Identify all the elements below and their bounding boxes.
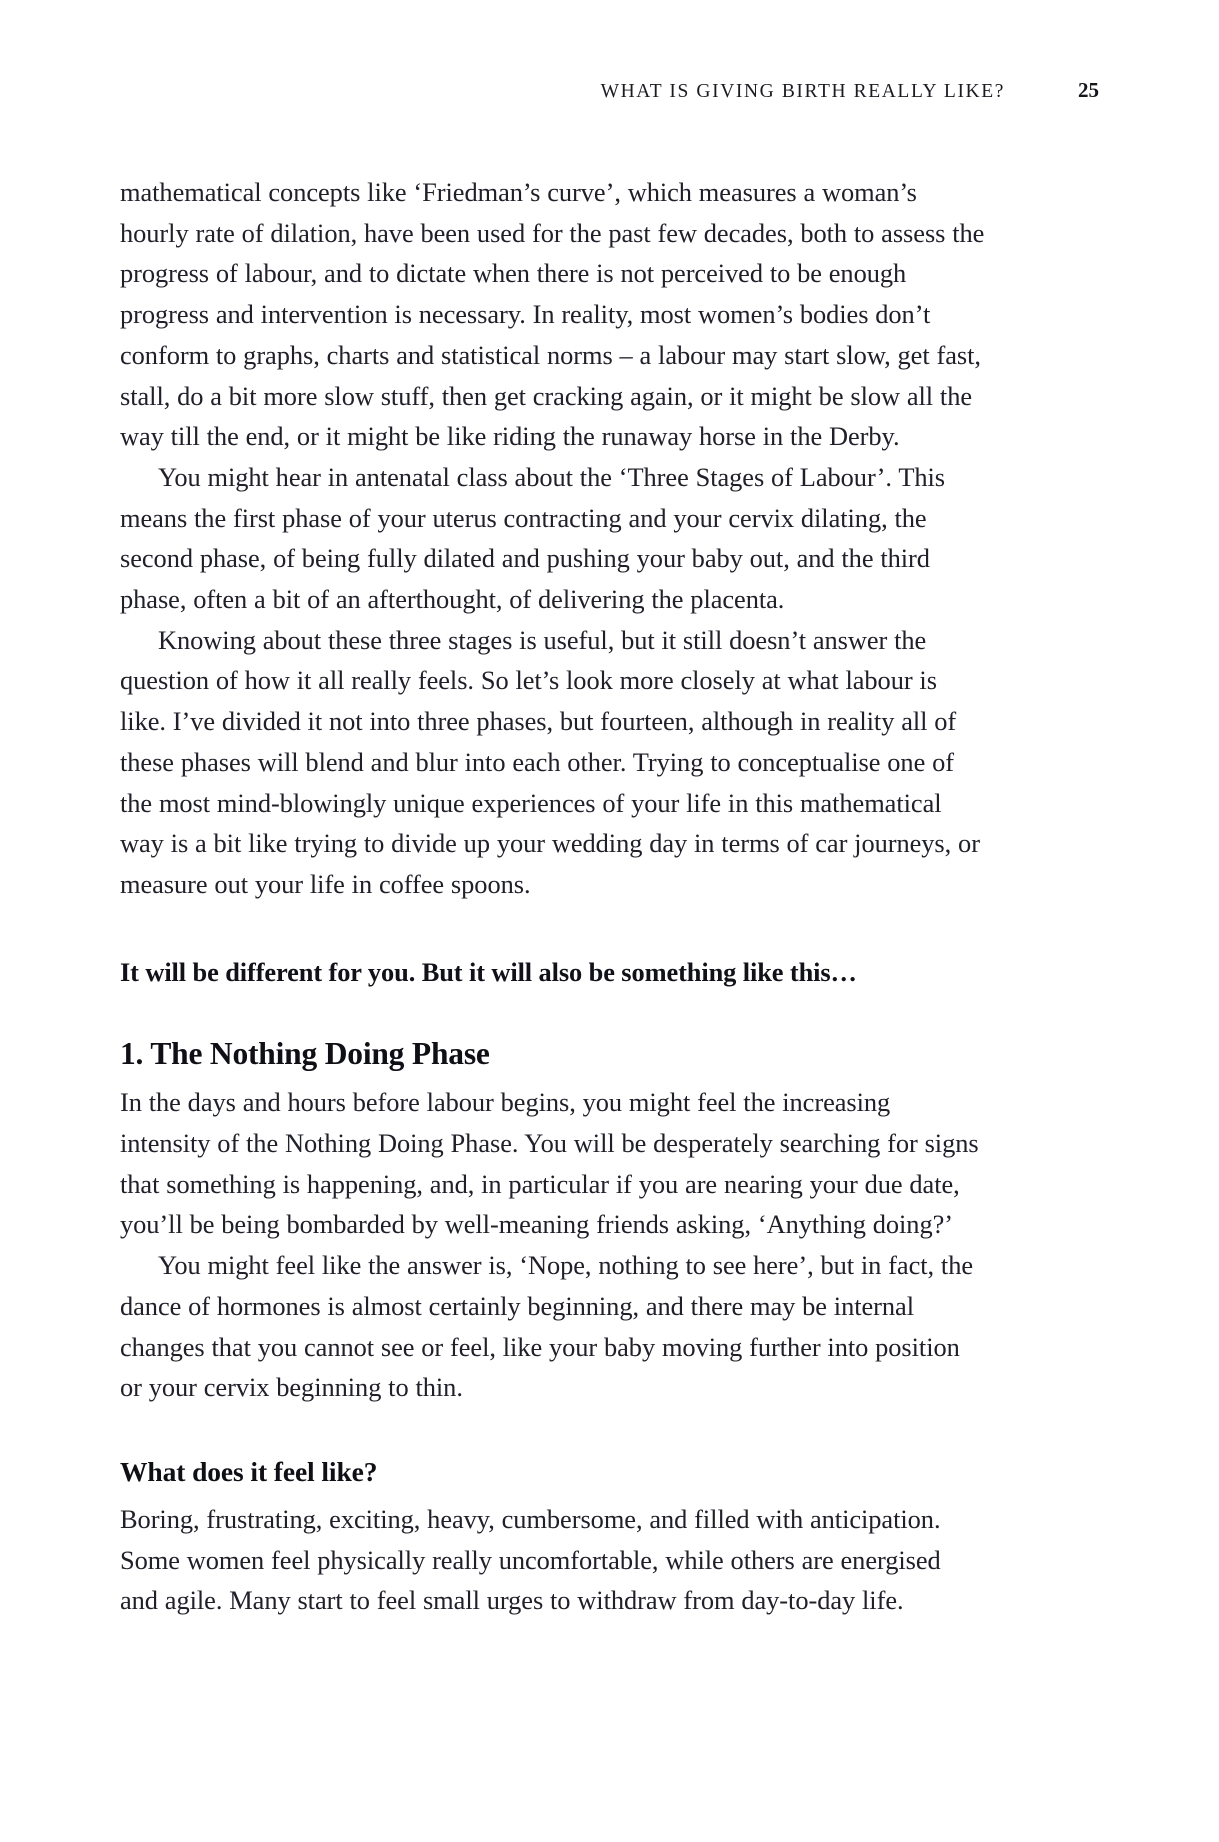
subsection-heading-what-does-it-feel-like: What does it feel like? — [120, 1455, 378, 1487]
running-head-title: WHAT IS GIVING BIRTH REALLY LIKE? — [600, 81, 1005, 102]
paragraph-feelings: Boring, frustrating, exciting, heavy, cumbersome, and filled with anticipation. Some women feel physically really uncomfortable, while others are energised and agile. Many start to feel small urges to withdraw from day-to-day life. — [120, 1503, 941, 1616]
paragraph-three-stages: You might hear in antenatal class about the ‘Three Stages of Labour’. This means the first phase of your uterus contracting and your cervix dilating, the second phase, of being fully dilated and pushing your baby out, and the third phase, often a bit of an afterthought, of delivering the placenta. — [120, 461, 946, 615]
paragraph-hormone-dance: You might feel like the answer is, ‘Nope, nothing to see here’, but in fact, the dance of hormones is almost certainly beginning, and there may be internal changes that you cannot see or feel, like your baby moving further into position or your cervix beginning to thin. — [120, 1250, 974, 1403]
paragraph-fourteen-phases: Knowing about these three stages is useful, but it still doesn’t answer the question of how it all really feels. So let’s look more closely at what labour is like. I’ve divided it not into three phases, but fourteen, although in reality all of these phases will blend and blur into each other. Trying to conceptualise one of the most mind-blowingly unique experiences of your life in this mathematical way is a bit like trying to divide up your wedding day in terms of car journeys, or measure out your life in coffee spoons. — [120, 624, 980, 899]
spacer — [120, 1408, 985, 1452]
running-head — [120, 78, 1099, 103]
spacer — [120, 1075, 985, 1082]
text-block — [120, 172, 985, 1621]
spacer — [120, 1492, 985, 1499]
spacer — [120, 992, 985, 1033]
section-heading-nothing-doing-phase: 1. The Nothing Doing Phase — [120, 1036, 490, 1072]
spacer — [120, 905, 985, 952]
page-number: 25 — [1078, 78, 1099, 102]
paragraph-nothing-doing-intro: In the days and hours before labour begins, you might feel the increasing intensity of the Nothing Doing Phase. You will be desperately searching for signs that something is happening, and, in particular if you are nearing your due date, you’ll be being bombarded by well-meaning friends asking, ‘Anything doing?’ — [120, 1087, 979, 1240]
lead-bold-statement: It will be different for you. But it will also be something like this… — [120, 956, 857, 987]
paragraph-continuation: mathematical concepts like ‘Friedman’s curve’, which measures a woman’s hourly rate of dilation, have been used for the past few decades, both to assess the progress of labour, and to dictate when there is not perceived to be enough progress and intervention is necessary. In reality, most women’s bodies don’t conform to graphs, charts and statistical norms – a labour may start slow, get fast, stall, do a bit more slow stuff, then get cracking again, or it might be slow all the way till the end, or it might be like riding the runaway horse in the Derby. — [120, 177, 985, 452]
